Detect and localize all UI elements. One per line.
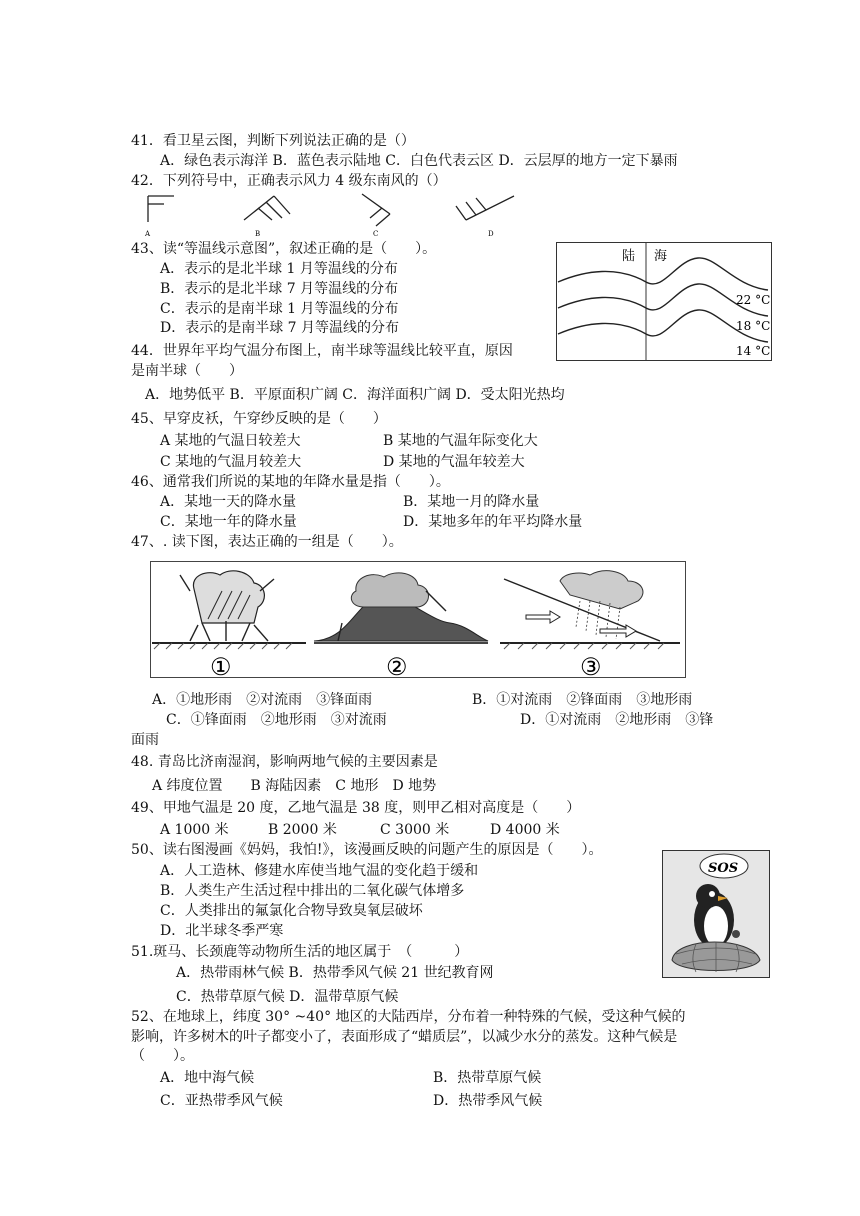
q45-option-c: C 某地的气温月较差大	[160, 454, 302, 470]
q43-option-d: D．表示的是南半球 7 月等温线的分布	[160, 320, 400, 336]
q46-option-a: A．某地一天的降水量	[160, 494, 297, 510]
q52-stem-line1: 52、在地球上，纬度 30° ~40° 地区的大陆西岸，分布着一种特殊的气候，受这种气候的	[131, 1009, 686, 1025]
penguin-cartoon	[662, 850, 770, 978]
panel-label-1: ①	[210, 653, 232, 679]
q43-stem: 43、读“等温线示意图”，叙述正确的是（ ）。	[131, 241, 437, 257]
q47-option-b: B．①对流雨 ②锋面雨 ③地形雨	[472, 692, 693, 708]
q47-option-c: C．①锋面雨 ②地形雨 ③对流雨	[166, 712, 387, 728]
q50-option-b: B．人类生产生活过程中排出的二氧化碳气体增多	[160, 883, 465, 899]
wind-label-b: B	[255, 230, 261, 238]
q49-option-a: A 1000 米	[160, 822, 229, 838]
q47-option-a: A．①地形雨 ②对流雨 ③锋面雨	[152, 692, 373, 708]
q50-option-c: C．人类排出的氟氯化合物导致臭氧层破坏	[160, 903, 423, 919]
q47-option-d: D．①对流雨 ②地形雨 ③锋	[520, 712, 714, 728]
q49-option-d: D 4000 米	[490, 822, 560, 838]
q41-stem: 41．看卫星云图，判断下列说法正确的是（）	[131, 133, 415, 149]
q43-option-a: A．表示的是北半球 1 月等温线的分布	[160, 261, 398, 277]
q47-stem: 47、. 读下图，表达正确的一组是（ ）。	[131, 534, 403, 550]
panel-label-3: ③	[580, 653, 602, 679]
wind-symbol-c	[362, 194, 390, 226]
q50-option-a: A．人工造林、修建水库使当地气温的变化趋于缓和	[160, 863, 479, 879]
q45-stem: 45、早穿皮袄，午穿纱反映的是（ ）	[131, 411, 387, 427]
q52-stem-line3: （ ）。	[131, 1048, 194, 1064]
wind-symbol-a	[148, 196, 174, 222]
isotherm-label-22: 22 °C	[736, 293, 771, 307]
sea-label: 海	[654, 249, 668, 264]
q46-option-b: B．某地一月的降水量	[403, 494, 540, 510]
q52-option-d: D．热带季风气候	[433, 1093, 543, 1109]
q43-option-b: B．表示的是北半球 7 月等温线的分布	[160, 281, 399, 297]
q43-option-c: C．表示的是南半球 1 月等温线的分布	[160, 301, 399, 317]
q51-options-line2: C．热带草原气候 D．温带草原气候	[176, 989, 399, 1005]
wind-symbol-d	[456, 196, 514, 220]
wind-label-a: A	[145, 230, 151, 238]
q41-options: A．绿色表示海洋 B．蓝色表示陆地 C．白色代表云区 D．云层厚的地方一定下暴雨	[160, 153, 678, 169]
q47-option-d-cont: 面雨	[131, 732, 159, 748]
q46-option-c: C．某地一年的降水量	[160, 514, 297, 530]
q42-stem: 42．下列符号中，正确表示风力 4 级东南风的（）	[131, 173, 447, 189]
q45-option-a: A 某地的气温日较差大	[160, 433, 301, 449]
q42-wind-symbols	[140, 190, 540, 240]
q52-option-c: C．亚热带季风气候	[160, 1093, 283, 1109]
q52-option-a: A．地中海气候	[160, 1070, 255, 1086]
q48-stem: 48. 青岛比济南湿润，影响两地气候的主要因素是	[131, 754, 438, 770]
wind-symbol-b	[244, 196, 290, 220]
wind-label-d: D	[488, 230, 494, 238]
q46-stem: 46、通常我们所说的某地的年降水量是指（ ）。	[131, 474, 450, 490]
q51-options-line1: A．热带雨林气候 B．热带季风气候 21 世纪教育网	[176, 965, 494, 981]
q45-option-d: D 某地的气温年较差大	[383, 454, 525, 470]
q44-options: A．地势低平 B．平原面积广阔 C．海洋面积广阔 D．受太阳光热均	[145, 387, 565, 403]
q52-stem-line2: 影响，许多树木的叶子都变小了，表面形成了“蜡质层”，以减少水分的蒸发。这种气候是	[131, 1029, 678, 1045]
q44-stem-line2: 是南半球（ ）	[131, 363, 243, 379]
q48-options: A 纬度位置 B 海陆因素 C 地形 D 地势	[152, 778, 437, 794]
precipitation-types-figure	[150, 561, 686, 679]
land-label: 陆	[622, 249, 636, 264]
isotherm-diagram	[556, 242, 772, 362]
q50-stem: 50、读右图漫画《妈妈，我怕!》，该漫画反映的问题产生的原因是（ ）。	[131, 842, 603, 858]
q44-stem-line1: 44．世界年平均气温分布图上，南半球等温线比较平直，原因	[131, 343, 513, 359]
q46-option-d: D．某地多年的年平均降水量	[403, 514, 583, 530]
q52-option-b: B．热带草原气候	[433, 1070, 542, 1086]
q51-stem: 51.斑马、长颈鹿等动物所生活的地区属于 （ ）	[131, 944, 469, 960]
sos-text: SOS	[708, 861, 739, 876]
isotherm-label-14: 14 °C	[736, 344, 771, 358]
q49-option-c: C 3000 米	[380, 822, 450, 838]
isotherm-label-18: 18 °C	[736, 319, 771, 333]
wind-label-c: C	[373, 230, 379, 238]
q49-option-b: B 2000 米	[268, 822, 337, 838]
panel-label-2: ②	[386, 653, 408, 679]
q45-option-b: B 某地的气温年际变化大	[383, 433, 538, 449]
q50-option-d: D．北半球冬季严寒	[160, 923, 284, 939]
q49-stem: 49、甲地气温是 20 度，乙地气温是 38 度，则甲乙相对高度是（ ）	[131, 800, 581, 816]
